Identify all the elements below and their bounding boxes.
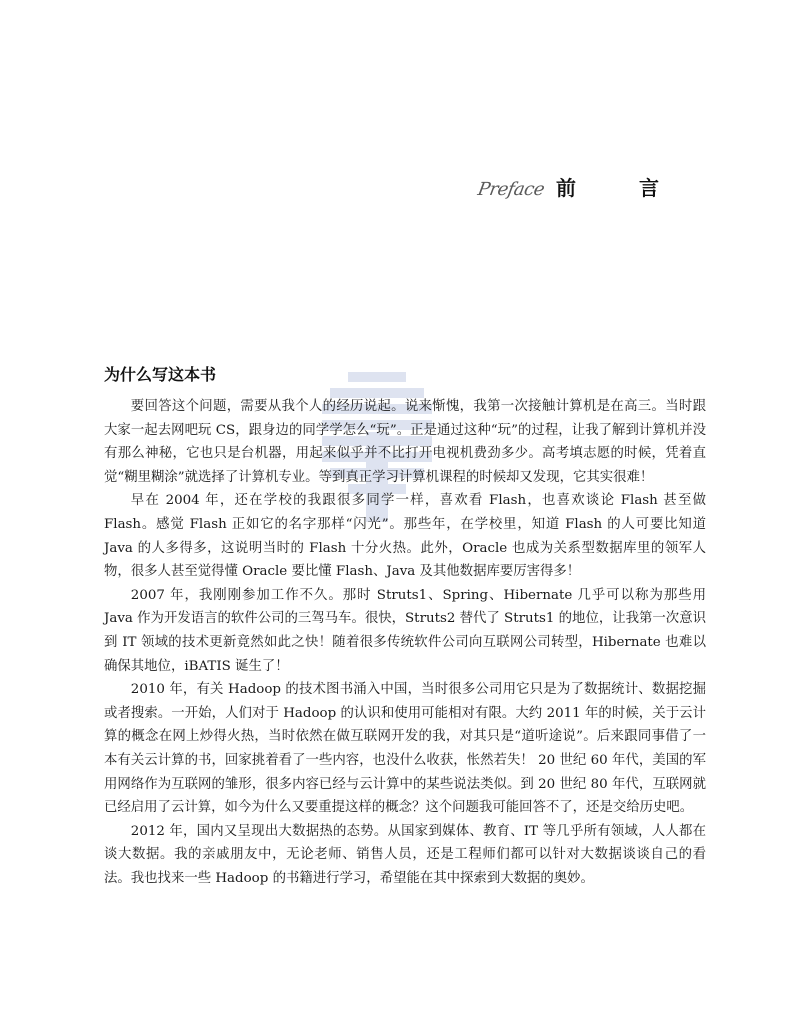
section-title: 为什么写这本书 [104, 365, 217, 384]
preface-script-word: Preface [476, 179, 546, 200]
paragraph: 2012 年，国内又呈现出大数据热的态势。从国家到媒体、教育、IT 等几乎所有领域，人人都在谈大数据。我的亲戚朋友中，无论老师、销售人员，还是工程师们都可以针对大数据谈谈自己的看法。我也找来一些 Hadoop 的书籍进行学习，希望能在其中探索到大数据的奥妙。 [104, 823, 706, 886]
paragraph: 要回答这个问题，需要从我个人的经历说起。说来惭愧，我第一次接触计算机是在高三。当时跟大家一起去网吧玩 CS，跟身边的同学学怎么“玩”。正是通过这种“玩”的过程，让我了解到计算机并没有那么神秘，它也只是台机器，用起来似乎并不比打开电视机费劲多少。高考填志愿的时候，凭着直觉“糊里糊涂”就选择了计算机专业。等到真正学习计算机课程的时候却又发现，它其实很难！ [104, 399, 706, 485]
paragraph: 2010 年，有关 Hadoop 的技术图书涌入中国，当时很多公司用它只是为了数据统计、数据挖掘或者搜索。一开始，人们对于 Hadoop 的认识和使用可能相对有限。大约 2011 年的时候，关于云计算的概念在网上炒得火热，当时依然在做互联网开发的我，对其只是“道听途说”。后来跟同事借了一本有关云计算的书，回家挑着看了一些内容，也没什么收获，怅然若失！ 20 世纪 60 年代，美国的军用网络作为互联网的雏形，很多内容已经与云计算中的某些说法类似。到 20 世纪 80 年代，互联网就已经启用了云计算，如今为什么又要重提这样的概念？这个问题我可能回答不了，还是交给历史吧。 [104, 682, 706, 816]
paragraph: 2007 年，我刚刚参加工作不久。那时 Struts1、Spring、Hibernate 几乎可以称为那些用 Java 作为开发语言的软件公司的三驾马车。很快，Struts2 替代了 Struts1 的地位，让我第一次意识到 IT 领域的技术更新竟然如此之快！随着很多传统软件公司向互联网公司转型，Hibernate 也难以确保其地位，iBATIS 诞生了！ [104, 587, 706, 674]
page-title: 前 言 [556, 176, 687, 200]
body-text [104, 395, 706, 890]
paragraph: 早在 2004 年，还在学校的我跟很多同学一样，喜欢看 Flash，也喜欢谈论 Flash 甚至做 Flash。感觉 Flash 正如它的名字那样“闪光”。那些年，在学校里，知道 Flash 的人可要比知道 Java 的人多得多，这说明当时的 Flash 十分火热。此外，Oracle 也成为关系型数据库里的领军人物，很多人甚至觉得懂 Oracle 要比懂 Flash、Java 及其他数据库要厉害得多！ [104, 493, 706, 580]
preface-header [478, 172, 687, 201]
